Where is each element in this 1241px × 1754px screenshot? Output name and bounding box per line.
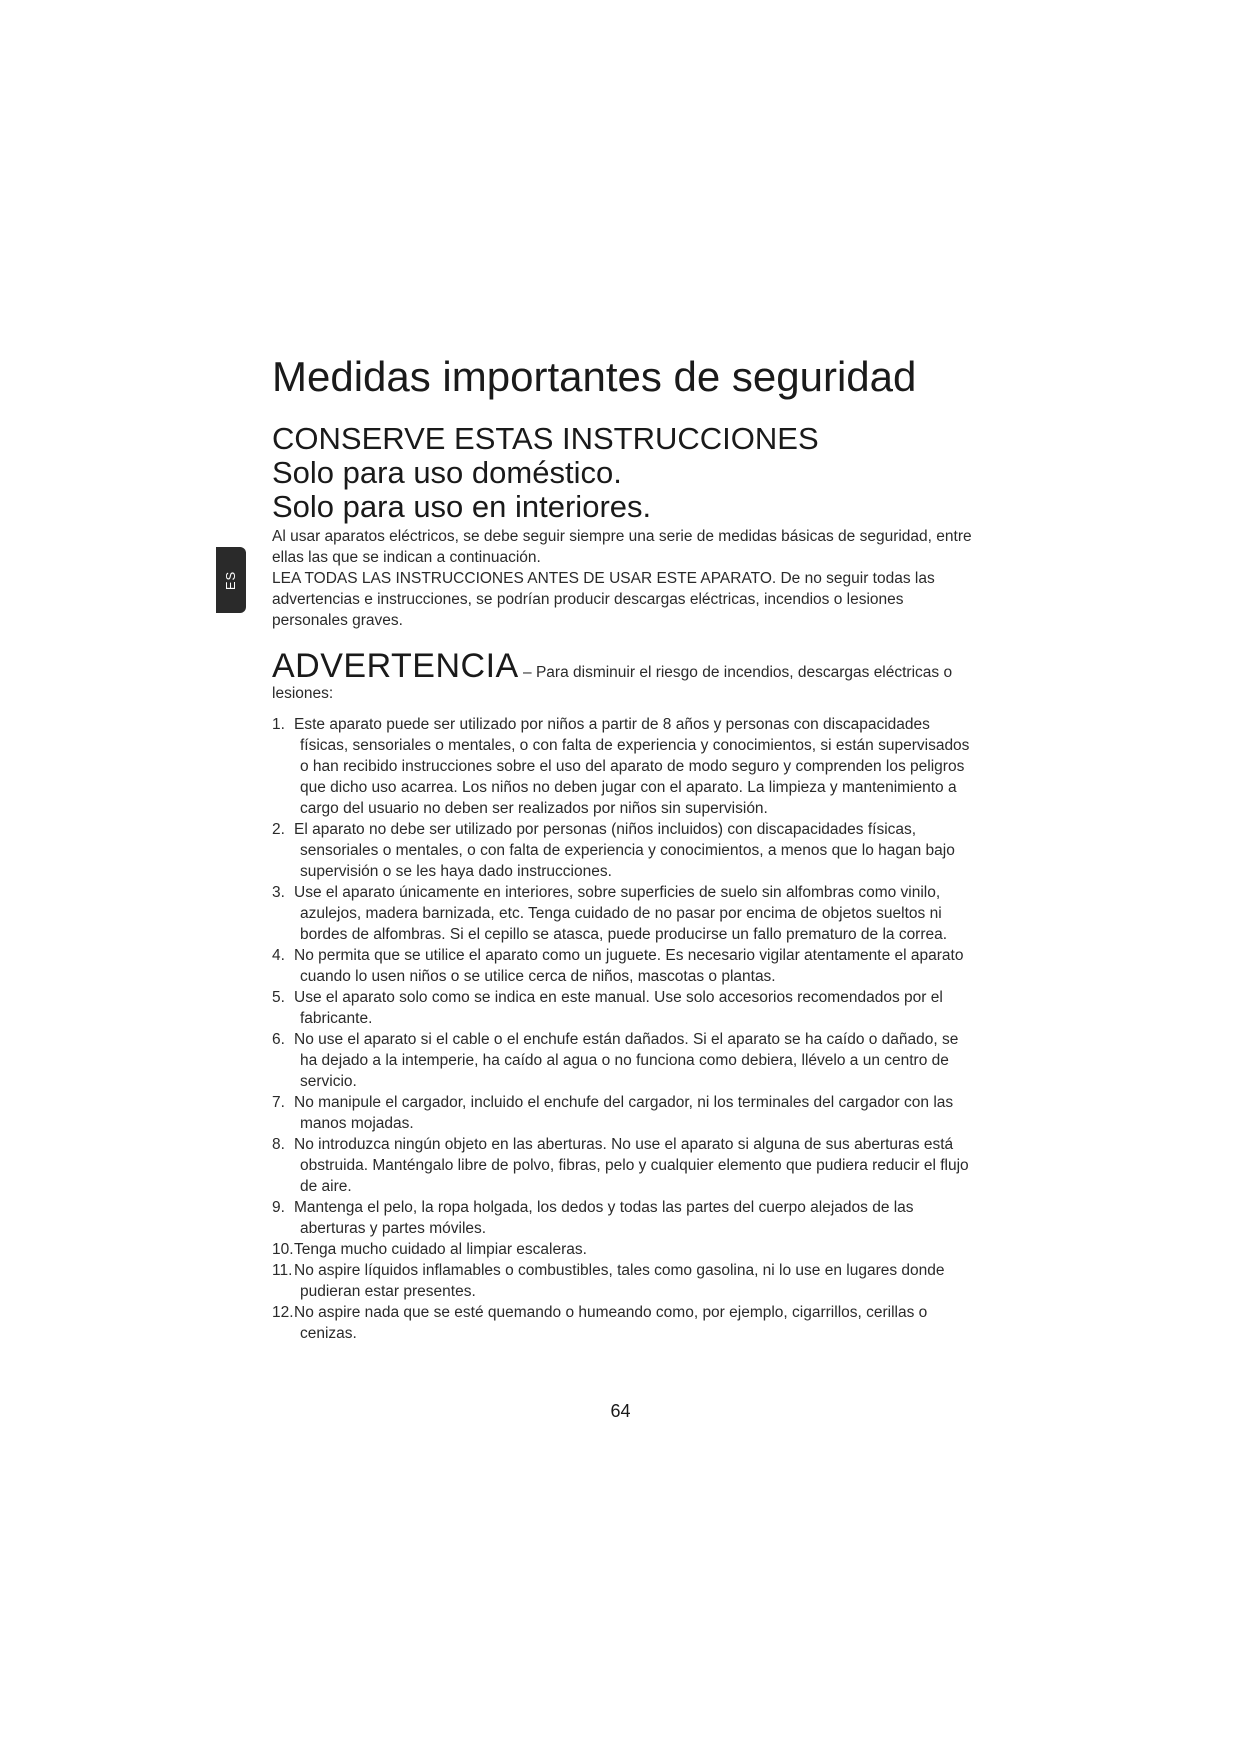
subtitle-line-2: Solo para uso doméstico. <box>272 455 622 490</box>
list-item-number: 1. <box>272 716 285 733</box>
list-item <box>272 987 972 1029</box>
list-item-number: 3. <box>272 884 285 901</box>
warning-heading: ADVERTENCIA <box>272 647 519 685</box>
subtitle-block <box>272 422 972 524</box>
list-item <box>272 882 972 945</box>
list-item-number: 4. <box>272 947 285 964</box>
list-item-text: No aspire nada que se esté quemando o humeando como, por ejemplo, cigarrillos, cerillas o cenizas. <box>294 1304 928 1342</box>
list-item-number: 9. <box>272 1199 285 1216</box>
list-item-text: No introduzca ningún objeto en las aberturas. No use el aparato si alguna de sus aberturas está obstruida. Manténgalo libre de polvo, fibras, pelo y cualquier elemento que pudiera reducir el flujo de aire. <box>294 1136 969 1195</box>
language-tab <box>216 547 246 613</box>
list-item <box>272 1029 972 1092</box>
list-item-number: 12. <box>272 1304 294 1321</box>
list-item <box>272 1197 972 1239</box>
list-item-text: Mantenga el pelo, la ropa holgada, los dedos y todas las partes del cuerpo alejados de las aberturas y partes móviles. <box>294 1199 914 1237</box>
safety-list <box>272 714 972 1344</box>
list-item-text: Tenga mucho cuidado al limpiar escaleras. <box>294 1241 587 1258</box>
page-title: Medidas importantes de seguridad <box>272 353 917 400</box>
page-number: 64 <box>610 1401 631 1421</box>
list-item-number: 5. <box>272 989 285 1006</box>
list-item-text: Use el aparato únicamente en interiores, sobre superficies de suelo sin alfombras como vinilo, azulejos, madera barnizada, etc. Tenga cuidado de no pasar por encima de objetos sueltos ni bordes de alfombras. Si el cepillo se atasca, puede producirse un fallo prematuro de la correa. <box>294 884 948 943</box>
list-item-number: 2. <box>272 821 285 838</box>
intro-paragraph-1: Al usar aparatos eléctricos, se debe seguir siempre una serie de medidas básicas de seguridad, entre ellas las que se indican a continuación. <box>272 528 972 566</box>
subtitle-line-1: CONSERVE ESTAS INSTRUCCIONES <box>272 421 819 456</box>
list-item-text: No aspire líquidos inflamables o combustibles, tales como gasolina, ni lo use en lugares donde pudieran estar presentes. <box>294 1262 945 1300</box>
warning-block <box>272 649 972 704</box>
list-item-text: Use el aparato solo como se indica en este manual. Use solo accesorios recomendados por el fabricante. <box>294 989 943 1027</box>
list-item <box>272 819 972 882</box>
list-item <box>272 714 972 819</box>
content-column <box>272 352 972 1344</box>
list-item-text: No permita que se utilice el aparato como un juguete. Es necesario vigilar atentamente el aparato cuando lo usen niños o se utilice cerca de niños, mascotas o plantas. <box>294 947 964 985</box>
list-item <box>272 1260 972 1302</box>
intro-paragraph-2: LEA TODAS LAS INSTRUCCIONES ANTES DE USAR ESTE APARATO. De no seguir todas las advertencias e instrucciones, se podrían producir descargas eléctricas, incendios o lesiones personales graves. <box>272 570 935 629</box>
list-item-number: 10. <box>272 1241 294 1258</box>
list-item-number: 7. <box>272 1094 285 1111</box>
language-tab-label: ES <box>223 570 239 590</box>
list-item-number: 6. <box>272 1031 285 1048</box>
list-item <box>272 1134 972 1197</box>
list-item-number: 11. <box>272 1262 293 1279</box>
list-item-text: No manipule el cargador, incluido el enchufe del cargador, ni los terminales del cargador con las manos mojadas. <box>294 1094 954 1132</box>
list-item <box>272 945 972 987</box>
list-item <box>272 1092 972 1134</box>
list-item-text: No use el aparato si el cable o el enchufe están dañados. Si el aparato se ha caído o dañado, se ha dejado a la intemperie, ha caído al agua o no funciona como debiera, llévelo a un centro de servicio. <box>294 1031 959 1090</box>
list-item-text: El aparato no debe ser utilizado por personas (niños incluidos) con discapacidades físicas, sensoriales o mentales, o con falta de experiencia y conocimientos, a menos que lo hagan bajo supervisión o se les haya dado instrucciones. <box>294 821 955 880</box>
list-item-text: Este aparato puede ser utilizado por niños a partir de 8 años y personas con discapacidades físicas, sensoriales o mentales, o con falta de experiencia y conocimientos, si están supervisados o han recibido instrucciones sobre el uso del aparato de modo seguro y comprenden los peligros que dicho uso acarrea. Los niños no deben jugar con el aparato. La limpieza y mantenimiento a cargo del usuario no deben ser realizados por niños sin supervisión. <box>294 716 970 817</box>
list-item <box>272 1302 972 1344</box>
list-item-number: 8. <box>272 1136 285 1153</box>
warning-text: – Para disminuir el riesgo de incendios, descargas eléctricas o lesiones: <box>272 664 953 702</box>
subtitle-line-3: Solo para uso en interiores. <box>272 489 652 524</box>
list-item <box>272 1239 972 1260</box>
